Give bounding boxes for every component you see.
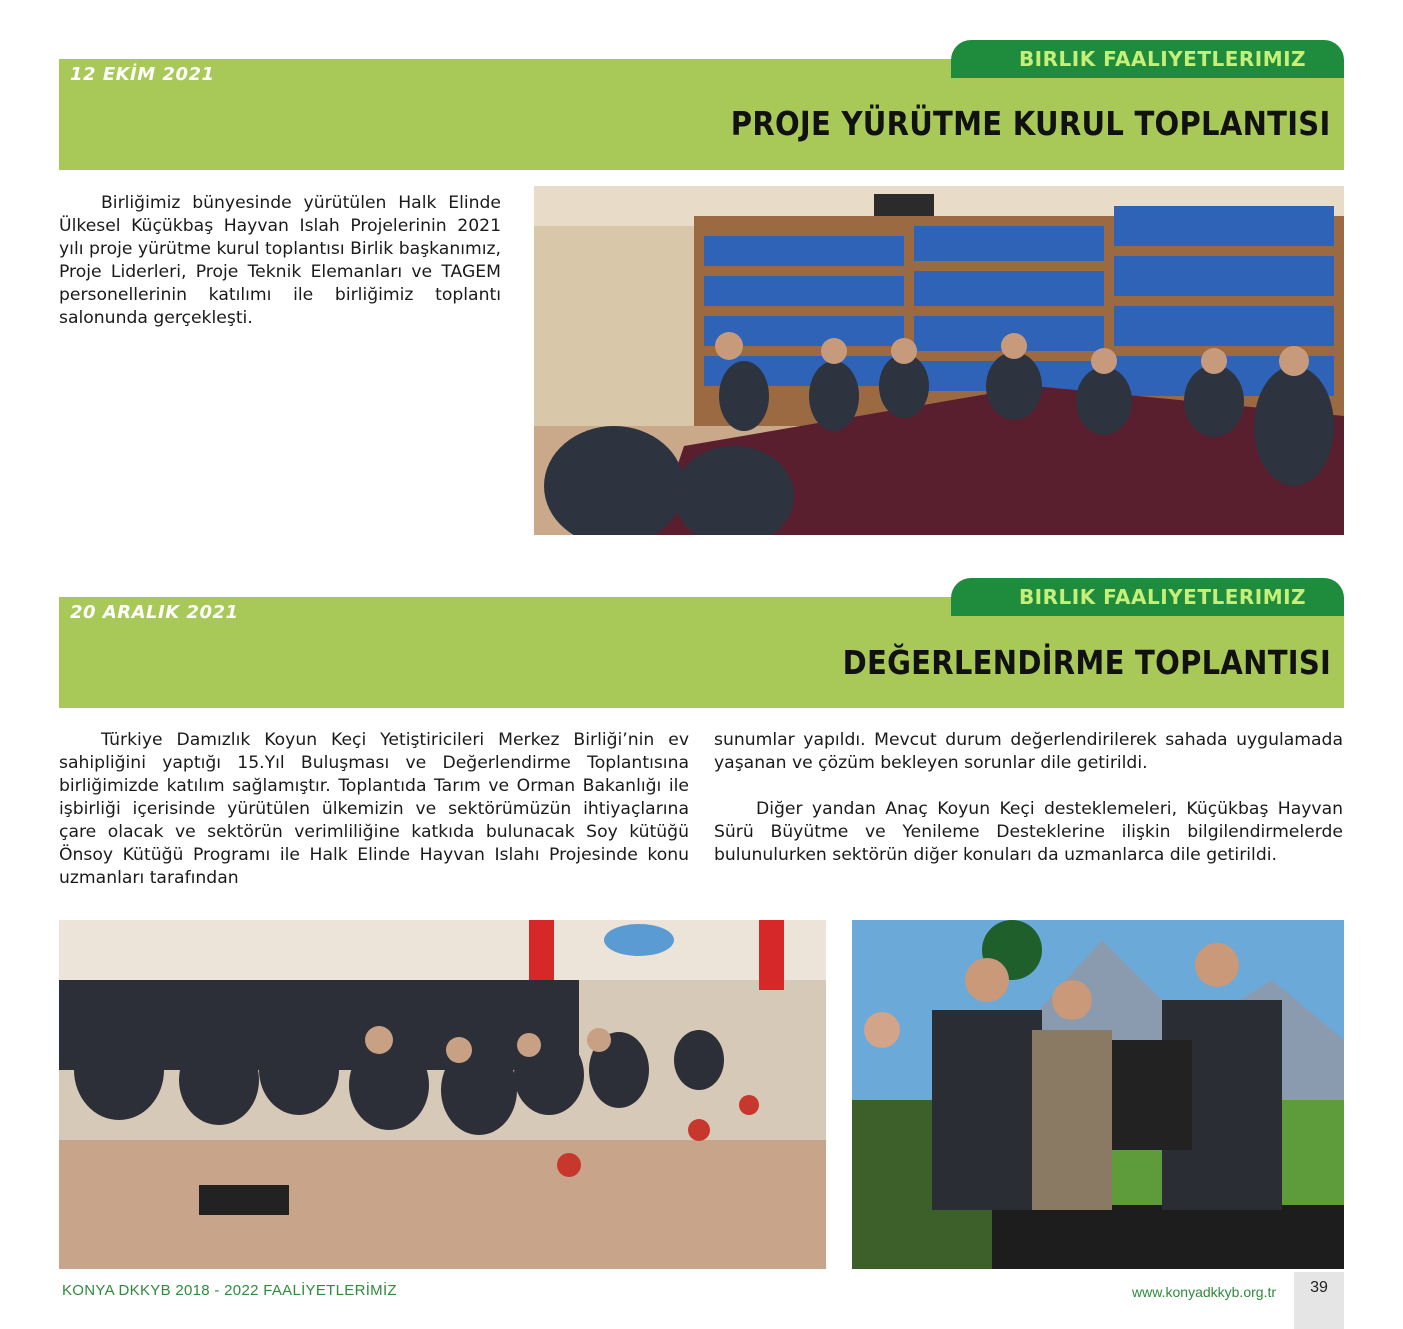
section2-date: 20 ARALIK 2021 [70, 602, 239, 623]
conference-hall-photo [59, 920, 826, 1269]
page-number: 39 [1310, 1279, 1328, 1296]
section2-title: DEĞERLENDİRME TOPLANTISI [842, 643, 1331, 682]
section2-paragraph-right-2: Diğer yandan Anaç Koyun Keçi desteklemeleri, Küçükbaş Hayvan Sürü Büyütme ve Yenileme Desteklerine ilişkin bilgilendirmelerde bulunulurken sektörün diğer konuları da uzmanlarca dile getirildi. [714, 799, 1343, 865]
footer-publication-title: KONYA DKKYB 2018 - 2022 FAALİYETLERİMİZ [62, 1282, 397, 1299]
section2-paragraph-right-1: sunumlar yapıldı. Mevcut durum değerlendirilerek sahada uygulamada yaşanan ve çözüm bekleyen sorunlar dile getirildi. [714, 730, 1343, 773]
section1-category-label: BIRLIK FAALIYETLERIMIZ [1018, 47, 1307, 71]
section2-paragraph-left: Türkiye Damızlık Koyun Keçi Yetiştiricileri Merkez Birliği’nin ev sahipliğini yaptığı 15.Yıl Buluşması ve Değerlendirme Toplantısına birliğimizde katılım sağlamıştır. Toplantıda Tarım ve Orman Bakanlığı ile işbirliği içerisinde yürütülen ülkemizin ve sektörümüzün ihtiyaçlarına çare olacak ve sektörün verimliliğine katkıda bulunacak Soy kütüğü Önsoy Kütüğü Programı ile Halk Elinde Hayvan Islahı Projesinde konu uzmanları tarafından [59, 730, 689, 888]
section2-category-label: BIRLIK FAALIYETLERIMIZ [1018, 585, 1307, 609]
meeting-room-photo [534, 186, 1344, 535]
section1-date: 12 EKİM 2021 [70, 64, 215, 85]
footer-website-link[interactable]: www.konyadkkyb.org.tr [1132, 1284, 1276, 1300]
section1-title: PROJE YÜRÜTME KURUL TOPLANTISI [731, 104, 1331, 143]
section1-paragraph: Birliğimiz bünyesinde yürütülen Halk Elinde Ülkesel Küçükbaş Hayvan Islah Projelerinin 2021 yılı proje yürütme kurul toplantısı Birlik başkanımız, Proje Liderleri, Proje Teknik Elemanları ve TAGEM personellerinin katılımı ile birliğimiz toplantı salonunda gerçekleşti. [59, 193, 501, 328]
award-ceremony-photo [852, 920, 1344, 1269]
section2-category-tab [951, 578, 1344, 616]
section1-category-tab [951, 40, 1344, 78]
